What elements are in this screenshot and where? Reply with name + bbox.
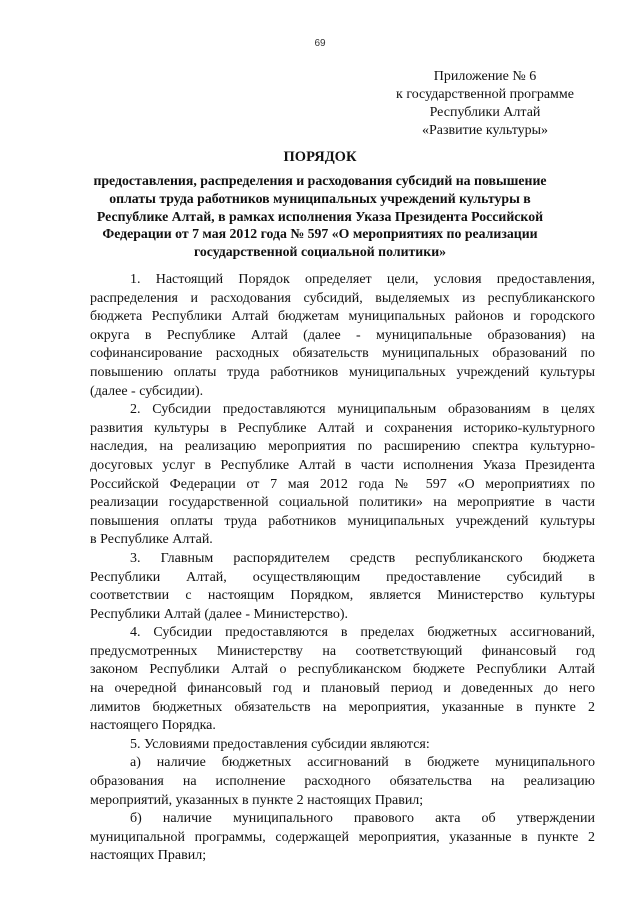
paragraph-line: б) наличие муниципального правового акта об утверждении: [130, 811, 595, 827]
paragraph-line: бюджета Республики Алтай бюджетам муниципальных районов и городского: [90, 309, 595, 325]
subtitle-line: предоставления, распределения и расходования субсидий на повышение: [93, 173, 547, 188]
paragraph-line: повышения оплаты труда работников муниципальных учреждений культуры: [90, 513, 595, 529]
paragraph: [90, 810, 595, 866]
paragraph-line: лимитов бюджетных обязательств на мероприятия, указанные в пункте 2: [90, 699, 595, 715]
paragraph-line: муниципальной программы, содержащей мероприятия, указанные в пункте 2: [90, 829, 595, 845]
appendix-line: Приложение № 6: [433, 69, 537, 84]
paragraph: [90, 271, 595, 401]
paragraph-line: 5. Условиями предоставления субсидии являются:: [130, 736, 430, 752]
paragraph-line: 3. Главным распорядителем средств республиканского бюджета: [130, 550, 595, 566]
paragraph-line: настоящих Правил;: [90, 848, 207, 864]
paragraph-line: законом Республики Алтай о республиканском бюджете Республики Алтай: [90, 662, 595, 678]
document-title: ПОРЯДОК: [283, 149, 357, 165]
subtitle-line: государственной социальной политики»: [193, 244, 447, 260]
paragraph-line: предусмотренных Министерству на соответствующий финансовый год: [90, 643, 595, 659]
paragraph-line: округа в Республике Алтай (далее - муниципальные образования) на: [90, 327, 595, 343]
subtitle-line: Федерации от 7 мая 2012 года № 597 «О мероприятиях по реализации: [102, 226, 538, 242]
paragraph-line: (далее - субсидии).: [90, 383, 204, 399]
paragraph-line: соответствии с настоящим Порядком, является Министерство культуры: [90, 588, 595, 604]
appendix-line: к государственной программе: [396, 87, 574, 102]
appendix-header: [380, 68, 590, 140]
paragraph-line: 1. Настоящий Порядок определяет цели, условия предоставления,: [130, 272, 595, 287]
document-body: [90, 271, 595, 866]
appendix-line: Республики Алтай: [429, 105, 541, 120]
paragraph-line: в Республике Алтай.: [90, 532, 213, 548]
paragraph-line: Республики Алтай, осуществляющим предоставление субсидий в: [90, 569, 595, 585]
paragraph: [90, 550, 595, 624]
paragraph-line: развития культуры в Республике Алтай и сохранения историко-культурного: [90, 420, 595, 436]
paragraph-line: настоящего Порядка.: [90, 718, 216, 734]
paragraph: [90, 754, 595, 810]
paragraph-line: распределения и расходования субсидий, выделяемых из республиканского: [90, 290, 595, 306]
paragraph-line: 4. Субсидии предоставляются в пределах бюджетных ассигнований,: [130, 625, 595, 641]
paragraph-line: наследия, на реализацию мероприятия по расширению спектра культурно-: [90, 439, 595, 455]
paragraph-line: мероприятий, указанных в пункте 2 настоящих Правил;: [90, 792, 424, 808]
paragraph-line: на очередной финансовый год и плановый период и доведенных до него: [90, 681, 595, 697]
paragraph-line: Республики Алтай (далее - Министерство).: [90, 606, 349, 622]
subtitle-line: Республике Алтай, в рамках исполнения Указа Президента Российской: [96, 208, 544, 224]
document-subtitle: [92, 172, 548, 261]
paragraph-line: реализации государственной социальной политики» на мероприятие в части: [90, 495, 595, 511]
paragraph-line: образования на исполнение расходного обязательства на реализацию: [90, 774, 595, 790]
paragraph-line: софинансирование расходных обязательств муниципальных образований по: [90, 346, 595, 362]
paragraph-line: 2. Субсидии предоставляются муниципальным образованиям в целях: [130, 402, 595, 418]
paragraph: [90, 624, 595, 736]
paragraph: [90, 736, 595, 755]
subtitle-line: оплаты труда работников муниципальных учреждений культуры в: [109, 190, 531, 206]
paragraph-line: досуговых услуг в Республике Алтай в части исполнения Указа Президента: [90, 457, 595, 473]
paragraph: [90, 401, 595, 550]
page-number: 69: [314, 38, 326, 49]
appendix-line: «Развитие культуры»: [421, 123, 549, 138]
paragraph-line: Российской Федерации от 7 мая 2012 года № 597 «О мероприятиях по: [90, 476, 595, 492]
paragraph-line: повышению оплаты труда работников муниципальных учреждений культуры: [90, 364, 595, 380]
paragraph-line: а) наличие бюджетных ассигнований в бюджете муниципального: [130, 755, 595, 771]
